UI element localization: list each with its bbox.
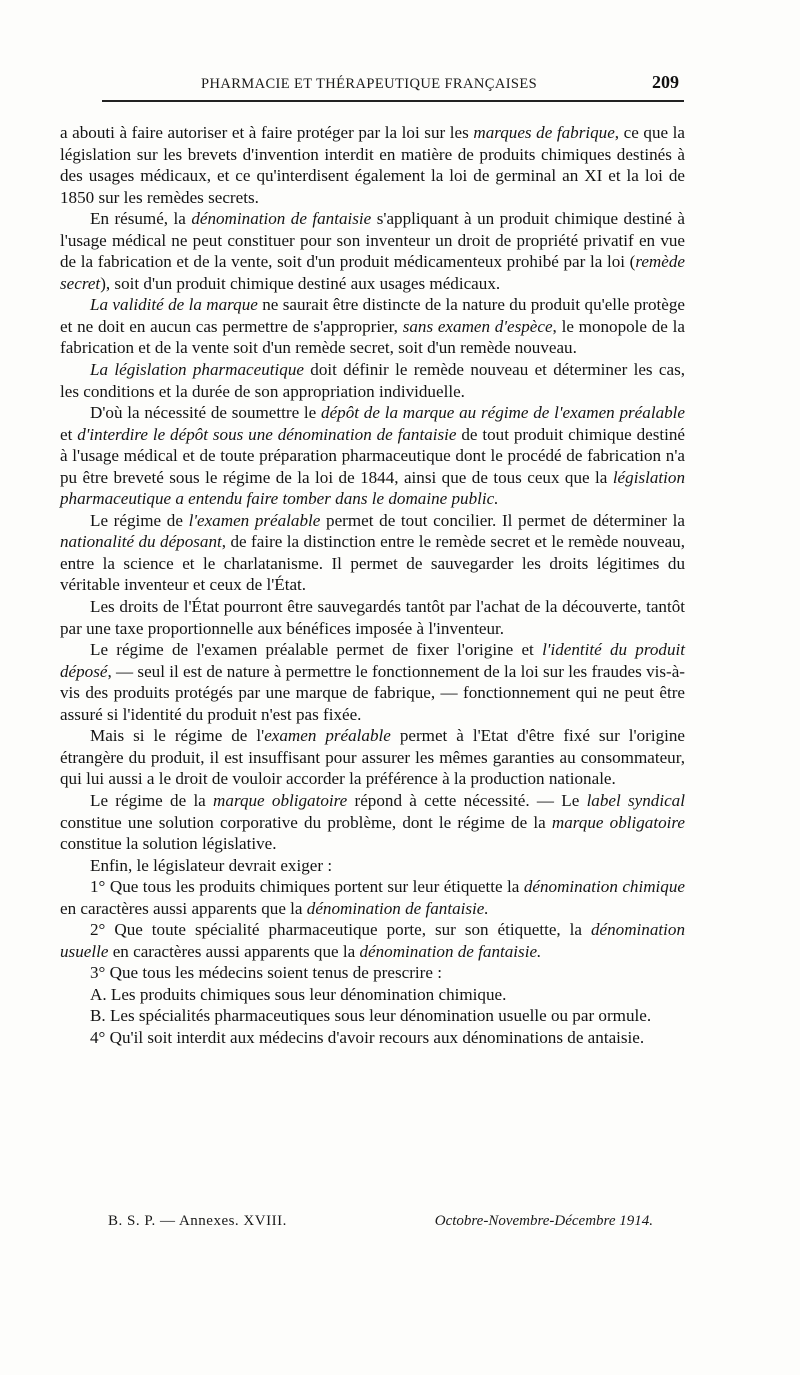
text-run: a abouti à faire autoriser et à faire protéger par la loi sur les — [60, 123, 474, 142]
body-text — [60, 122, 685, 1049]
italic-text: nationalité du déposant — [60, 532, 222, 552]
paragraph — [60, 876, 685, 919]
text-run: Le régime de la — [90, 790, 214, 810]
italic-text: dépôt de la marque au régime de l'examen préalable — [321, 403, 685, 423]
italic-text: législation pharmaceutique a entendu faire tomber dans le domaine public. — [60, 467, 685, 509]
text-run: Le régime de l'examen préalable permet de fixer l'origine et — [90, 640, 543, 660]
text-run: Les droits de l'État pourront être sauvegardés tantôt par l'achat de la découverte, tantôt par une taxe proportionnelle aux bénéfices imposée à l'inventeur. — [60, 597, 685, 638]
paragraph — [60, 294, 685, 359]
text-run: Le régime de — [90, 510, 189, 530]
page-number: 209 — [652, 72, 679, 92]
paragraph — [60, 984, 685, 1006]
paragraph — [60, 208, 685, 294]
page-footer — [108, 1213, 653, 1237]
italic-text: examen préalable — [264, 726, 391, 746]
text-run: permet à l'Etat d'être fixé sur l'origine étrangère du produit, il est insuffisant pour assurer les mêmes garanties au consommateur, qui lui aussi a le droit de vouloir accorder la préférence à la production nationale. — [60, 726, 685, 789]
italic-text: dénomination usuelle — [60, 920, 685, 961]
text-run: 1° Que tous les produits chimiques portent sur leur étiquette la — [90, 877, 524, 897]
italic-text: l'examen préalable — [188, 510, 321, 530]
italic-text: marque obligatoire — [213, 790, 348, 810]
text-run: ne saurait être distincte de la nature du produit qu'elle protège et ne doit en aucun cas permettre de s'approprier, — [60, 295, 685, 336]
italic-text: dénomination de fantaisie. — [306, 898, 489, 918]
paragraph — [60, 639, 685, 725]
text-run: , — seul il est de nature à permettre le fonctionnement de la loi sur les fraudes vis-à-vis des produits protégés par une marque de fabrique, — fonctionnement qui ne peut être assuré si l'identité du produit n'est pas fixée. — [60, 661, 685, 724]
paragraph — [60, 402, 685, 510]
footer-signature: B. S. P. — Annexes. XVIII. — [108, 1213, 287, 1229]
paragraph — [60, 919, 685, 962]
text-run: répond à cette nécessité. — Le — [347, 790, 587, 810]
paragraph — [60, 962, 685, 984]
header-rule — [102, 100, 684, 102]
text-run: Mais si le régime de l' — [90, 726, 265, 746]
text-run: 2° Que toute spécialité pharmaceutique porte, sur son étiquette, la — [90, 920, 591, 940]
paragraph — [60, 359, 685, 402]
text-run: permet de tout concilier. Il permet de déterminer la — [320, 510, 685, 530]
text-run: En résumé, la — [90, 209, 192, 229]
paragraph — [60, 1027, 685, 1049]
text-run: s'appliquant à un produit chimique destiné à l'usage médical ne peut constituer pour son inventeur un droit de propriété privatif en vue de la fabrication et de la vente, soit d'un produit médicamenteux prohibé par la loi ( — [60, 209, 685, 272]
text-run: Enfin, le législateur devrait exiger : — [90, 855, 333, 875]
text-run: 3° Que tous les médecins soient tenus de prescrire : — [90, 963, 442, 983]
text-run: , ce que la législation sur les brevets d'invention interdit en matière de produits chimiques destinés à des usages médicaux, et ce qu'interdisent également la loi de germinal an XI et la loi de 1850 sur les remèdes secrets. — [60, 123, 685, 207]
italic-text: d'interdire le dépôt sous une dénomination de fantaisie — [77, 424, 457, 444]
text-run: et — [60, 424, 78, 444]
text-run: en caractères aussi apparents que la — [60, 898, 307, 918]
text-run: A. Les produits chimiques sous leur dénomination chimique. — [90, 984, 507, 1004]
text-run: doit définir le remède nouveau et déterminer les cas, les conditions et la durée de son appropriation individuelle. — [60, 360, 685, 401]
italic-text: l'identité du produit déposé — [60, 640, 686, 681]
italic-text: label syndical — [586, 790, 685, 810]
italic-text: remède secret — [60, 252, 685, 293]
page-header — [105, 72, 685, 96]
text-run: , de faire la distinction entre le remède secret et le remède nouveau, entre la science et le charlatanisme. Il permet de sauvegarder les droits légitimes du véritable inventeur et ceux de l'État. — [60, 532, 686, 595]
italic-text: sans examen d'espèce — [402, 316, 553, 336]
italic-text: La validité de la marque — [90, 295, 258, 315]
text-run: 4° Qu'il soit interdit aux médecins d'avoir recours aux dénominations de antaisie. — [90, 1027, 645, 1047]
italic-text: La législation pharmaceutique — [90, 360, 304, 380]
text-run: B. Les spécialités pharmaceutiques sous leur dénomination usuelle ou par ormule. — [90, 1006, 652, 1026]
text-run: constitue la solution législative. — [60, 834, 277, 854]
paragraph — [60, 855, 685, 877]
text-run: D'où la nécessité de soumettre le — [90, 403, 322, 423]
running-title: PHARMACIE ET THÉRAPEUTIQUE FRANÇAISES — [201, 76, 538, 92]
footer-date: Octobre-Novembre-Décembre 1914. — [434, 1213, 653, 1229]
paragraph — [60, 790, 685, 855]
text-run: ), soit d'un produit chimique destiné aux usages médicaux. — [100, 273, 501, 293]
italic-text: dénomination de fantaisie — [191, 209, 372, 229]
italic-text: marque obligatoire — [551, 812, 685, 832]
text-run: de tout produit chimique destiné à l'usage médical et de toute préparation pharmaceutique dont le procédé de fabrication n'a pu être breveté sous le régime de la loi de 1844, ainsi que de tous ceux que la — [60, 424, 685, 487]
italic-text: dénomination de fantaisie. — [359, 941, 542, 961]
italic-text: marques de fabrique — [473, 123, 615, 142]
paragraph — [60, 725, 685, 790]
text-run: en caractères aussi apparents que la — [108, 941, 360, 961]
italic-text: dénomination chimique — [523, 877, 685, 897]
paragraph — [60, 596, 685, 639]
paragraph — [60, 1005, 685, 1027]
text-run: , le monopole de la fabrication et de la vente soit d'un remède secret, soit d'un remède nouveau. — [60, 316, 685, 358]
paragraph — [60, 510, 685, 596]
text-run: constitue une solution corporative du problème, dont le régime de la — [60, 812, 552, 832]
paragraph — [60, 122, 685, 208]
